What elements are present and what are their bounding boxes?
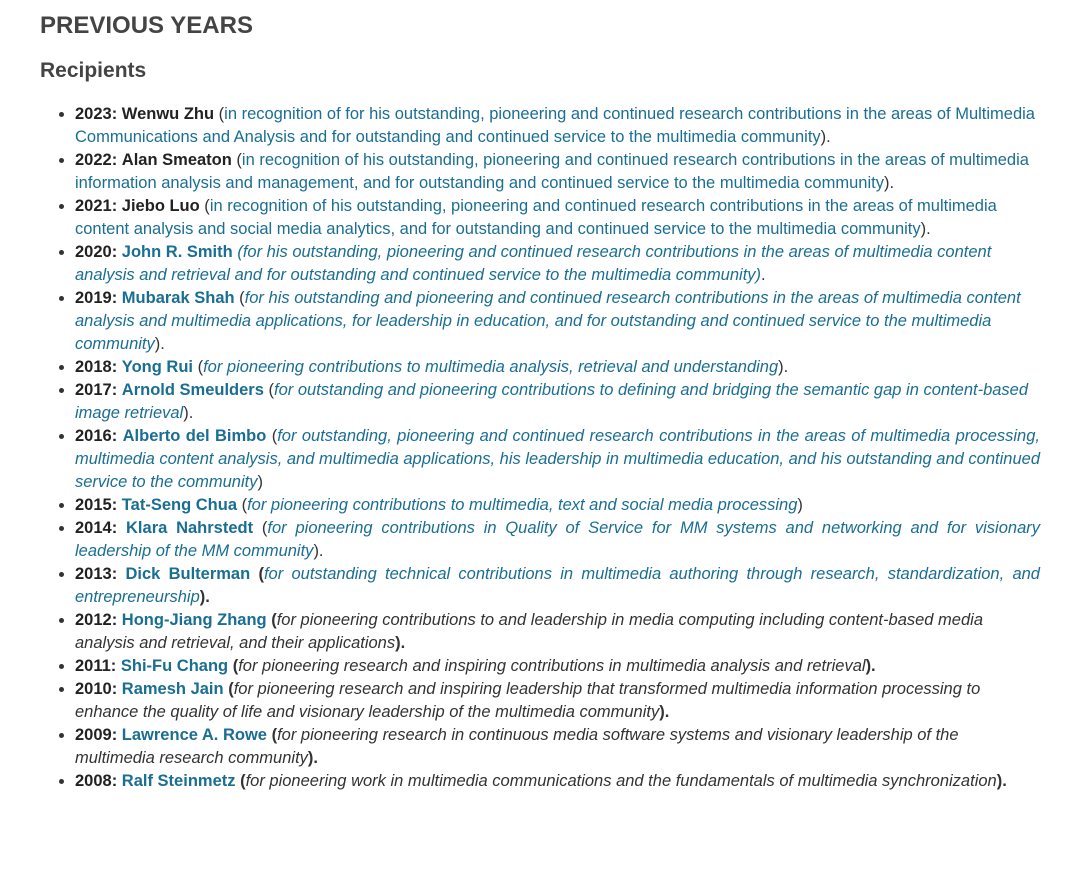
citation-text: for pioneering contributions to and leadership in media computing including content-based media analysis and retrieval, and their applications	[75, 611, 983, 652]
recipient-name: Alan Smeaton	[121, 151, 232, 169]
list-item-2023: • 2023: Wenwu Zhu (in recognition of for his outstanding, pioneering and continued research contributions in the areas of Multimedia Communications and Analysis and for outstanding and continued service to the multimedia community).	[75, 103, 1040, 149]
year-label: 2021:	[75, 197, 118, 215]
citation-link[interactable]: in recognition of his outstanding, pioneering and continued research contributions in the areas of multimedia information analysis and management, and for outstanding and continued service to the multimedia community	[75, 151, 1029, 192]
year-label: 2018:	[75, 358, 118, 376]
list-item-2020: • 2020: John R. Smith (for his outstanding, pioneering and continued research contributions in the areas of multimedia content analysis and retrieval and for outstanding and continued service to the multimedia community).	[75, 241, 1040, 287]
citation-link[interactable]: for outstanding and pioneering contributions to defining and bridging the semantic gap in content-based image retrieval	[75, 381, 1029, 422]
recipient-name-link[interactable]: Arnold Smeulders	[121, 381, 264, 399]
citation-text: for pioneering research and inspiring leadership that transformed multimedia information processing to enhance the quality of life and visionary leadership of the multimedia community	[75, 680, 981, 721]
recipient-name-link[interactable]: Yong Rui	[121, 358, 193, 376]
year-label: 2010:	[75, 680, 118, 698]
citation-link[interactable]: for pioneering contributions to multimedia analysis, retrieval and understanding	[203, 358, 779, 376]
recipients-list	[40, 103, 1040, 793]
list-item-2019: • 2019: Mubarak Shah (for his outstanding and pioneering and continued research contributions in the areas of multimedia content analysis and multimedia applications, for leadership in education, and for outstanding and continued service to the multimedia community).	[75, 287, 1040, 356]
list-item-2021: • 2021: Jiebo Luo (in recognition of his outstanding, pioneering and continued research contributions in the areas of multimedia content analysis and social media analytics, and for outstanding and continued service to the multimedia community).	[75, 195, 1040, 241]
citation-text: for pioneering research and inspiring contributions in multimedia analysis and retrieval	[238, 657, 866, 675]
list-item-2022: • 2022: Alan Smeaton (in recognition of his outstanding, pioneering and continued research contributions in the areas of multimedia information analysis and management, and for outstanding and continued service to the multimedia community).	[75, 149, 1040, 195]
citation-link[interactable]: (for his outstanding, pioneering and continued research contributions in the areas of multimedia content analysis and retrieval and for outstanding and continued service to the multimedia community)	[75, 243, 992, 284]
year-label: 2013:	[75, 565, 118, 583]
list-item-2016: • 2016: Alberto del Bimbo (for outstanding, pioneering and continued research contributions in the areas of multimedia processing, multimedia content analysis, and multimedia applications, his leadership in multimedia education, and his outstanding and continued service to the community)	[75, 425, 1040, 494]
year-label: 2017:	[75, 381, 118, 399]
section-heading: Recipients	[40, 59, 147, 82]
year-label: 2012:	[75, 611, 118, 629]
year-label: 2019:	[75, 289, 118, 307]
year-label: 2011:	[75, 657, 117, 675]
recipient-name-link[interactable]: Ramesh Jain	[121, 680, 224, 698]
list-item-2013: • 2013: Dick Bulterman (for outstanding technical contributions in multimedia authoring through research, standardization, and entrepreneurship).	[75, 563, 1040, 609]
recipient-name-link[interactable]: Dick Bulterman	[125, 565, 251, 583]
citation-link[interactable]: for pioneering contributions in Quality of Service for MM systems and networking and for visionary leadership of the MM community	[75, 519, 1040, 560]
citation-link[interactable]: for his outstanding and pioneering and continued research contributions in the areas of multimedia content analysis and multimedia applications, for leadership in education, and for outstanding and continued service to the multimedia community	[75, 289, 1021, 353]
recipient-name-link[interactable]: Lawrence A. Rowe	[121, 726, 267, 744]
recipient-name-link[interactable]: Shi-Fu Chang	[120, 657, 229, 675]
recipient-name-link[interactable]: Alberto del Bimbo	[122, 427, 267, 445]
year-label: 2023:	[75, 105, 118, 123]
list-item-2010: • 2010: Ramesh Jain (for pioneering research and inspiring leadership that transformed multimedia information processing to enhance the quality of life and visionary leadership of the multimedia community).	[75, 678, 1040, 724]
recipient-name-link[interactable]: John R. Smith	[121, 243, 233, 261]
citation-text: for pioneering work in multimedia communications and the fundamentals of multimedia synchronization	[245, 772, 997, 790]
recipient-name-link[interactable]: Tat-Seng Chua	[121, 496, 237, 514]
year-label: 2020:	[75, 243, 118, 261]
year-label: 2009:	[75, 726, 118, 744]
page-heading: PREVIOUS YEARS	[40, 12, 253, 39]
recipient-name: Jiebo Luo	[121, 197, 200, 215]
list-item-2011: • 2011: Shi-Fu Chang (for pioneering research and inspiring contributions in multimedia analysis and retrieval).	[75, 655, 1040, 678]
year-label: 2015:	[75, 496, 118, 514]
list-item-2012: • 2012: Hong-Jiang Zhang (for pioneering contributions to and leadership in media computing including content-based media analysis and retrieval, and their applications).	[75, 609, 1040, 655]
list-item-2014: • 2014: Klara Nahrstedt (for pioneering contributions in Quality of Service for MM systems and networking and for visionary leadership of the MM community).	[75, 517, 1040, 563]
year-label: 2014:	[75, 519, 118, 537]
recipient-name-link[interactable]: Klara Nahrstedt	[126, 519, 254, 537]
recipient-name-link[interactable]: Hong-Jiang Zhang	[121, 611, 267, 629]
list-item-2009: • 2009: Lawrence A. Rowe (for pioneering research in continuous media software systems and visionary leadership of the multimedia research community).	[75, 724, 1040, 770]
citation-link[interactable]: in recognition of for his outstanding, pioneering and continued research contributions in the areas of Multimedia Communications and Analysis and for outstanding and continued service to the multimedia community	[75, 105, 1035, 146]
year-label: 2016:	[75, 427, 118, 445]
citation-link[interactable]: for outstanding, pioneering and continued research contributions in the areas of multimedia processing, multimedia content analysis, and multimedia applications, his leadership in multimedia education, and his outstanding and continued service to the community	[75, 427, 1040, 491]
citation-link[interactable]: for pioneering contributions to multimedia, text and social media processing	[247, 496, 798, 514]
list-item-2008: • 2008: Ralf Steinmetz (for pioneering work in multimedia communications and the fundamentals of multimedia synchronization).	[75, 770, 1040, 793]
year-label: 2022:	[75, 151, 118, 169]
year-label: 2008:	[75, 772, 118, 790]
list-item-2017: • 2017: Arnold Smeulders (for outstanding and pioneering contributions to defining and bridging the semantic gap in content-based image retrieval).	[75, 379, 1040, 425]
recipient-name-link[interactable]: Mubarak Shah	[121, 289, 235, 307]
citation-link[interactable]: for outstanding technical contributions in multimedia authoring through research, standardization, and entrepreneurship	[75, 565, 1040, 606]
recipient-name-link[interactable]: Ralf Steinmetz	[121, 772, 236, 790]
citation-text: for pioneering research in continuous media software systems and visionary leadership of the multimedia research community	[75, 726, 959, 767]
list-item-2015: • 2015: Tat-Seng Chua (for pioneering contributions to multimedia, text and social media processing)	[75, 494, 1040, 517]
recipient-name: Wenwu Zhu	[121, 105, 215, 123]
citation-link[interactable]: in recognition of his outstanding, pioneering and continued research contributions in the areas of multimedia content analysis and social media analytics, and for outstanding and continued service to the multimedia community	[75, 197, 997, 238]
list-item-2018: • 2018: Yong Rui (for pioneering contributions to multimedia analysis, retrieval and understanding).	[75, 356, 1040, 379]
